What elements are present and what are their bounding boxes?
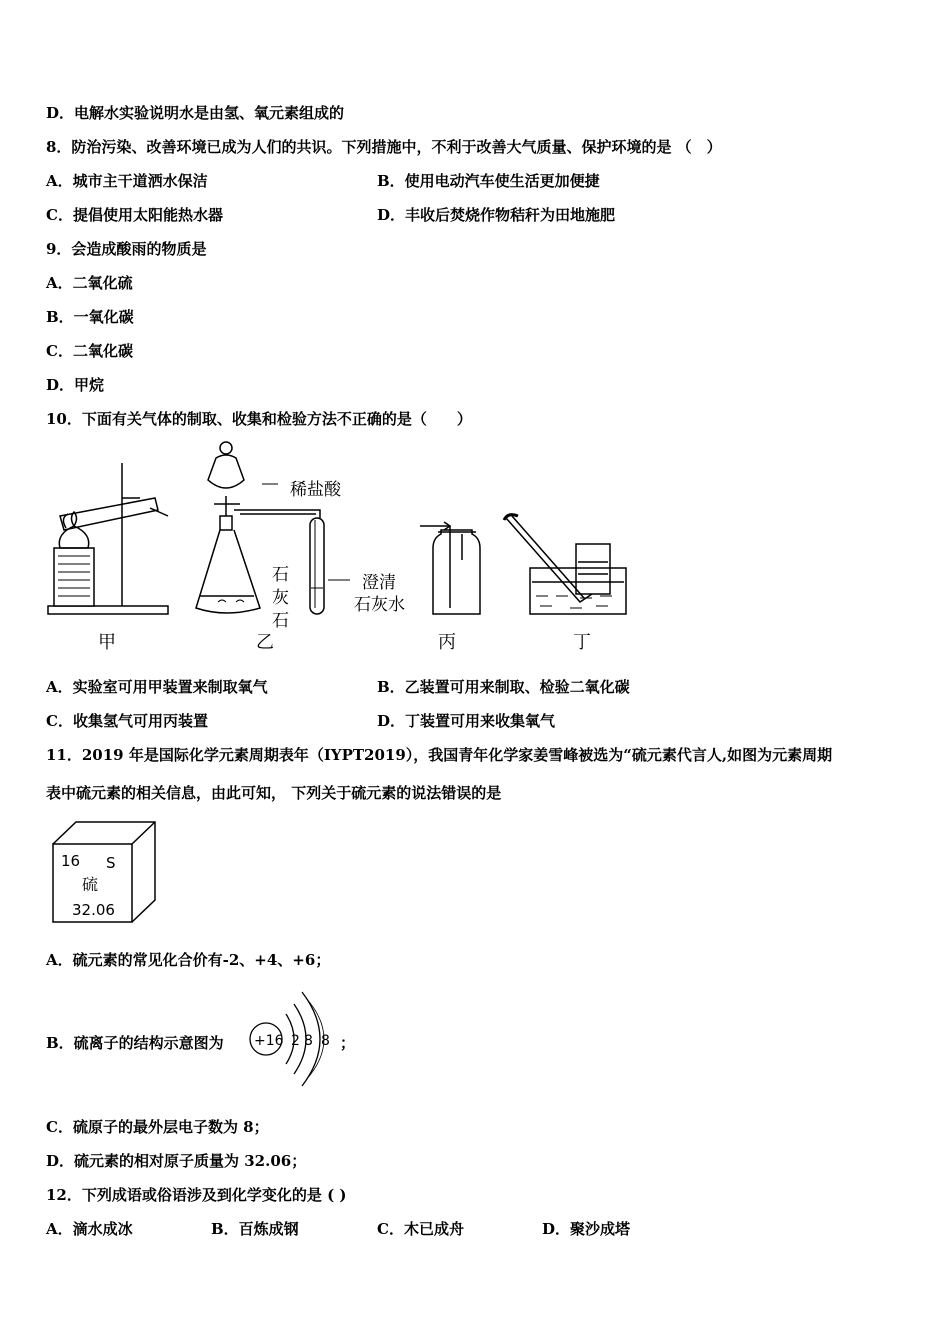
q10-option-d: D．丁装置可用来收集氧气 — [377, 712, 556, 730]
label-limestone-3: 石 — [272, 611, 289, 631]
element-symbol: S — [106, 854, 116, 872]
apparatus-bing — [420, 522, 480, 614]
q9-option-b: B．一氧化碳 — [46, 308, 134, 326]
element-number: 16 — [61, 852, 81, 870]
label-yi: 乙 — [256, 632, 274, 653]
shell-1-electrons: 2 — [291, 1033, 300, 1049]
q10-option-b: B．乙装置可用来制取、检验二氧化碳 — [377, 678, 630, 696]
q12-option-d: D．聚沙成塔 — [542, 1220, 631, 1238]
shell-3-electrons: 8 — [321, 1033, 330, 1049]
q11-option-b-suffix: ； — [340, 1034, 356, 1052]
q8-option-a: A．城市主干道洒水保洁 — [46, 172, 208, 190]
q11-option-b-prefix: B．硫离子的结构示意图为 — [46, 1034, 224, 1052]
element-name: 硫 — [82, 875, 99, 894]
q10-option-c: C．收集氢气可用丙装置 — [46, 712, 208, 730]
q9-option-d: D．甲烷 — [46, 376, 105, 394]
q9-option-a: A．二氧化硫 — [46, 274, 133, 292]
q8-stem: 8．防治污染、改善环境已成为人们的共识。下列措施中，不利于改善大气质量、保护环境的是 （ ） — [46, 138, 722, 156]
label-dilute-hcl: 稀盐酸 — [290, 480, 341, 500]
element-mass: 32.06 — [72, 901, 115, 919]
label-limestone-2: 灰 — [272, 588, 289, 608]
q8-option-d: D．丰收后焚烧作物秸秆为田地施肥 — [377, 206, 616, 224]
apparatus-ding — [504, 515, 626, 614]
q11-stem-line1: 11．2019 年是国际化学元素周期表年（IYPT2019），我国青年化学家姜雪峰被选为“硫元素代言人,如图为元素周期 — [46, 746, 833, 764]
sulfide-ion-structure-diagram — [246, 984, 348, 1094]
q11-option-a: A．硫元素的常见化合价有-2、+4、+6； — [46, 951, 331, 969]
q11-stem-line2: 表中硫元素的相关信息，由此可知， 下列关于硫元素的说法错误的是 — [46, 784, 502, 802]
q11-option-d: D．硫元素的相对原子质量为 32.06； — [46, 1152, 307, 1170]
label-limestone-1: 石 — [272, 565, 289, 585]
label-ding: 丁 — [573, 632, 591, 653]
label-limewater-1: 澄清 — [362, 573, 396, 593]
q9-stem: 9．会造成酸雨的物质是 — [46, 240, 207, 258]
q7-option-d: D．电解水实验说明水是由氢、氧元素组成的 — [46, 104, 345, 122]
q12-option-b: B．百炼成钢 — [211, 1220, 299, 1238]
q12-stem: 12．下列成语或俗语涉及到化学变化的是 ( ) — [46, 1186, 347, 1204]
label-limewater-2: 石灰水 — [354, 595, 405, 615]
q10-stem: 10．下面有关气体的制取、收集和检验方法不正确的是（ ） — [46, 410, 472, 428]
q8-option-c: C．提倡使用太阳能热水器 — [46, 206, 223, 224]
q10-option-a: A．实验室可用甲装置来制取氧气 — [46, 678, 268, 696]
label-bing: 丙 — [438, 632, 456, 653]
shell-2-electrons: 8 — [304, 1033, 313, 1049]
apparatus-jia — [48, 463, 168, 614]
q8-option-b: B．使用电动汽车使生活更加便捷 — [377, 172, 600, 190]
q12-option-a: A．滴水成冰 — [46, 1220, 133, 1238]
nucleus-charge: +16 — [254, 1033, 284, 1049]
sulfur-element-card — [48, 818, 160, 926]
q10-apparatus-figure — [40, 438, 640, 658]
label-jia: 甲 — [98, 632, 116, 653]
q11-option-c: C．硫原子的最外层电子数为 8； — [46, 1118, 269, 1136]
q12-option-c: C．木已成舟 — [377, 1220, 464, 1238]
q9-option-c: C．二氧化碳 — [46, 342, 133, 360]
